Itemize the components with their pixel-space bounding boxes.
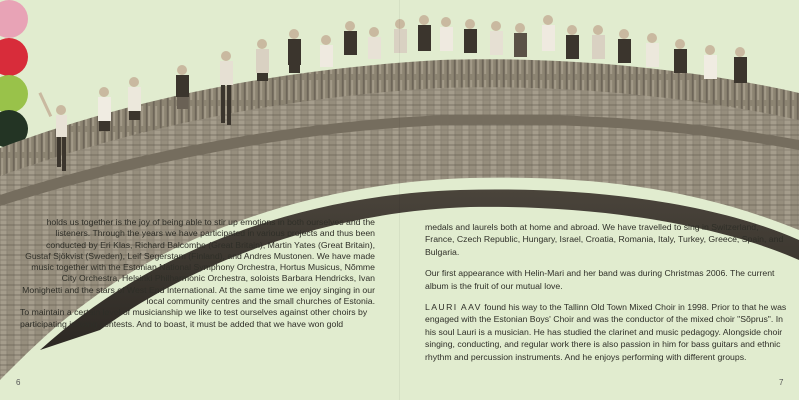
right-paragraph-3 <box>425 301 787 363</box>
left-paragraph-1: holds us together is the joy of being able to stir up emotions in both ourselves and the listeners. Through the years we have participated in various projects and thus been conducted by Eri Klas, Richard Balcombe (Great Britain), Martin Yates (Great Britain), Gustaf Sjökvist (Sweden), Leif Segerstam (Finland), and Andres Mustonen. We have made music together with the Estonian National Symphony Orchestra, Hortus Musicus, Nõmme City Orchestra, Helsinki Philharmonic Orchestra, soloists Barbara Hendricks, Ivan Monighetti and the stars of West End International. At the same time we enjoy singing in our local community centres and the small churches of Estonia. <box>22 217 375 307</box>
conductor-name: LAURI AAV <box>425 302 482 313</box>
right-paragraph-3-body: found his way to the Tallinn Old Town Mixed Choir in 1998. Prior to that he was engaged with the Estonian Boys' Choir and was the conductor of the mixed choir "Sõprus". In his soul Lauri is a musician. He has studied the clarinet and music pedagogy. Alongside choir singing, conducting, and regular work there is also passion in him for bass guitars and ethnic rhythm and percussion instruments. And he enjoys performing with different groups. <box>425 302 787 362</box>
right-paragraph-2: Our first appearance with Helin-Mari and her band was during Christmas 2006. The current album is the fruit of our mutual love. <box>425 268 775 291</box>
left-page-text <box>20 217 375 330</box>
page-number-right: 7 <box>779 378 784 387</box>
left-paragraph-2: To maintain a certain level of musicianship we like to test ourselves against other choirs by participating in song contests. And to boast, it must be added that we have won gold <box>20 307 368 329</box>
page-gutter <box>399 0 400 400</box>
right-paragraph-1: medals and laurels both at home and abroad. We have travelled to sing in Switzerland, France, Czech Republic, Hungary, Israel, Croatia, Romania, Italy, Turkey, Greece, Spain, and Bulgaria. <box>425 222 784 257</box>
right-page-text <box>425 221 787 372</box>
page-number-left: 6 <box>16 378 21 387</box>
